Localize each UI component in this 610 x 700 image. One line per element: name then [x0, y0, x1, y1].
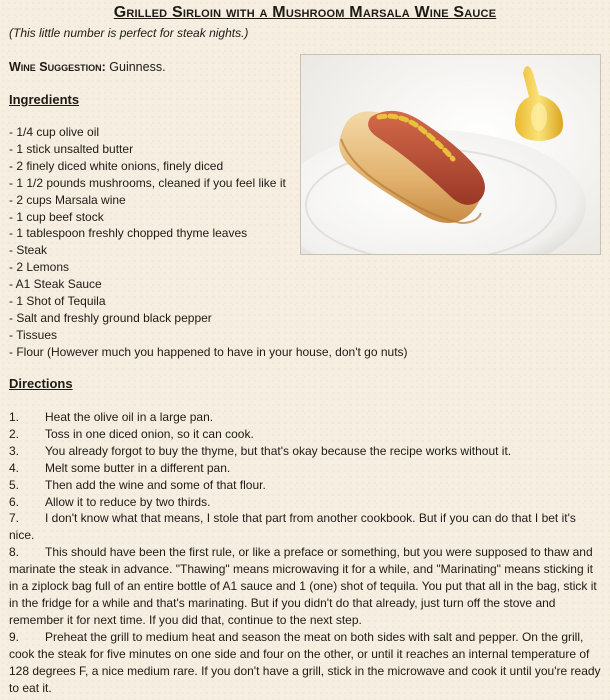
step-number: 3. — [9, 443, 20, 458]
direction-step — [9, 409, 601, 426]
direction-step — [9, 494, 601, 511]
directions-heading: Directions — [9, 376, 73, 391]
direction-step — [9, 544, 601, 629]
step-text: I don't know what that means, I stole that part from another cookbook. But if you can do that I bet it's nice. — [9, 511, 576, 543]
step-text: You already forgot to buy the thyme, but that's okay because the recipe works without it. — [45, 443, 512, 458]
ingredient-item: - 1 cup beef stock — [9, 209, 104, 224]
step-number: 2. — [9, 426, 20, 441]
ingredient-item: - Tissues — [9, 327, 58, 342]
step-number: 4. — [9, 460, 20, 475]
direction-step — [9, 460, 601, 477]
step-number: 5. — [9, 477, 20, 492]
step-text: Allow it to reduce by two thirds. — [45, 494, 211, 509]
step-text: Then add the wine and some of that flour. — [45, 477, 266, 492]
ingredient-item: - 1 1/2 pounds mushrooms, cleaned if you feel like it — [9, 175, 286, 190]
step-text: Heat the olive oil in a large pan. — [45, 410, 214, 424]
ingredient-item: - 1/4 cup olive oil — [9, 125, 100, 139]
ingredient-item: - 1 stick unsalted butter — [9, 141, 134, 156]
direction-step — [9, 426, 601, 443]
ingredient-item: - 2 Lemons — [9, 260, 70, 275]
ingredient-item: - 1 tablespoon freshly chopped thyme leaves — [9, 226, 248, 241]
step-number: 7. — [9, 511, 20, 526]
step-text: Melt some butter in a different pan. — [45, 460, 231, 475]
step-text: Toss in one diced onion, so it can cook. — [45, 426, 254, 441]
ingredient-item: - A1 Steak Sauce — [9, 277, 102, 292]
directions-list — [9, 409, 601, 696]
ingredient-item: - 2 cups Marsala wine — [9, 192, 126, 207]
ingredient-item: - Salt and freshly ground black pepper — [9, 310, 212, 325]
wine-suggestion — [9, 60, 166, 74]
direction-step — [9, 629, 601, 697]
direction-step — [9, 510, 601, 544]
step-number: 1. — [9, 410, 20, 424]
ingredient-item: - Steak — [9, 243, 48, 258]
direction-step — [9, 443, 601, 460]
ingredient-item: - 1 Shot of Tequila — [9, 294, 106, 309]
wine-suggestion-label: Wine Suggestion: — [9, 60, 106, 74]
ingredient-item: - Flour (However much you happened to have in your house, don't go nuts) — [9, 344, 408, 359]
step-number: 6. — [9, 494, 20, 509]
recipe-title: Grilled Sirloin with a Mushroom Marsala Wine Sauce — [113, 4, 497, 21]
step-number: 9. — [9, 629, 20, 644]
wine-suggestion-value: Guinness. — [109, 60, 166, 74]
ingredients-heading: Ingredients — [9, 92, 80, 107]
step-text: Preheat the grill to medium heat and season the meat on both sides with salt and pepper. On the grill, cook the steak for five minutes on one side and four on the other, or until it reaches an internal temperature of 128 degrees F, a nice medium rare. If you don't have a grill, stick in the microwave and cook it until you're ready to eat it. — [9, 629, 601, 695]
direction-step — [9, 477, 601, 494]
ingredients-list — [9, 124, 408, 361]
step-number: 8. — [9, 545, 20, 560]
ingredient-item: - 2 finely diced white onions, finely diced — [9, 158, 224, 173]
recipe-subtitle: (This little number is perfect for steak nights.) — [9, 26, 249, 40]
step-text: This should have been the first rule, or like a preface or something, but you were supposed to thaw and marinate the steak in advance. "Thawing" means microwaving it for a while, and "Marinating" means sticking it in a ziplock bag full of an entire bottle of A1 sauce and 1 (one) shot of tequila. You put that all in the bag, stick it in the fridge for a while and that's marinating. But if you didn't do that already, just turn off the stove and remember it for next time. If you did that, continue to the next step. — [9, 545, 597, 627]
